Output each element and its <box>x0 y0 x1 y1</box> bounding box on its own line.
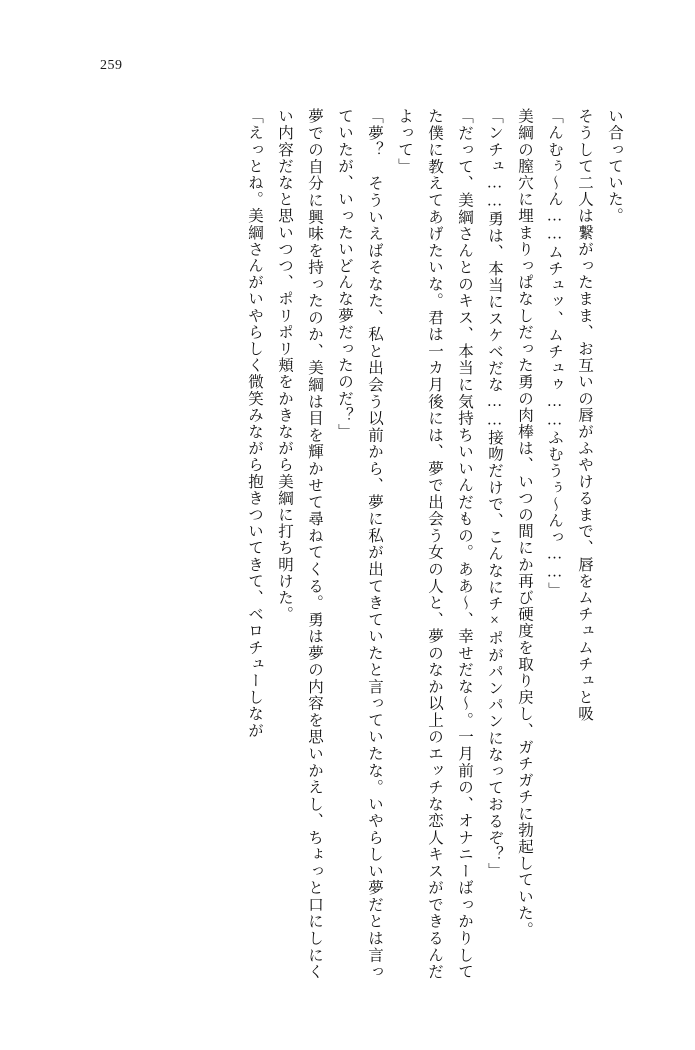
paragraph: い合っていた。 <box>606 108 623 225</box>
paragraph: 夢での自分に興味を持ったのか、美綱は目を輝かせて尋ねてくる。勇は夢の内容を思いかえし、ちょっと口にしにくい内容だなと思いつつ、ポリポリ頬をかきながら美綱に打ち明けた。 <box>276 108 323 980</box>
page-number: 259 <box>100 58 123 73</box>
paragraph: 「えっとね。美綱さんがいやらしく微笑みながら抱きついてきて、ベロチューしなが <box>246 108 263 739</box>
paragraph: 「ンチュ……勇は、本当にスケベだな……接吻だけで、こんなにチ×ポがパンパンになっておるぞ？」 <box>486 108 503 880</box>
paragraph: 「んむぅ～ん……ムチュッ、ムチュゥ……ふむうぅ～んっ……」 <box>546 108 563 599</box>
paragraph: 美綱の膣穴に埋まりっぱなしだった勇の肉棒は、いつの間にか再び硬度を取り戻し、ガチガチに勃起していた。 <box>516 108 533 938</box>
paragraph: そうして二人は繋がったまま、お互いの唇がふやけるまで、唇をムチュムチュと吸 <box>576 108 593 723</box>
paragraph: 「夢？ そういえばそなた、私と出会う以前から、夢に私が出てきていたと言っていたな。いやらしい夢だとは言っていたが、いったいどんな夢だったのだ？」 <box>336 108 383 980</box>
page-text-body <box>84 108 629 980</box>
paragraph: 「だって、美綱さんとのキス、本当に気持ちいいんだもの。ああ～、幸せだな～。一月前の、オナニーばっかりしてた僕に教えてあげたいな。君は一カ月後には、夢で出会う女の人と、夢のなか以上のエッチな恋人キスができるんだよって」 <box>396 108 473 980</box>
